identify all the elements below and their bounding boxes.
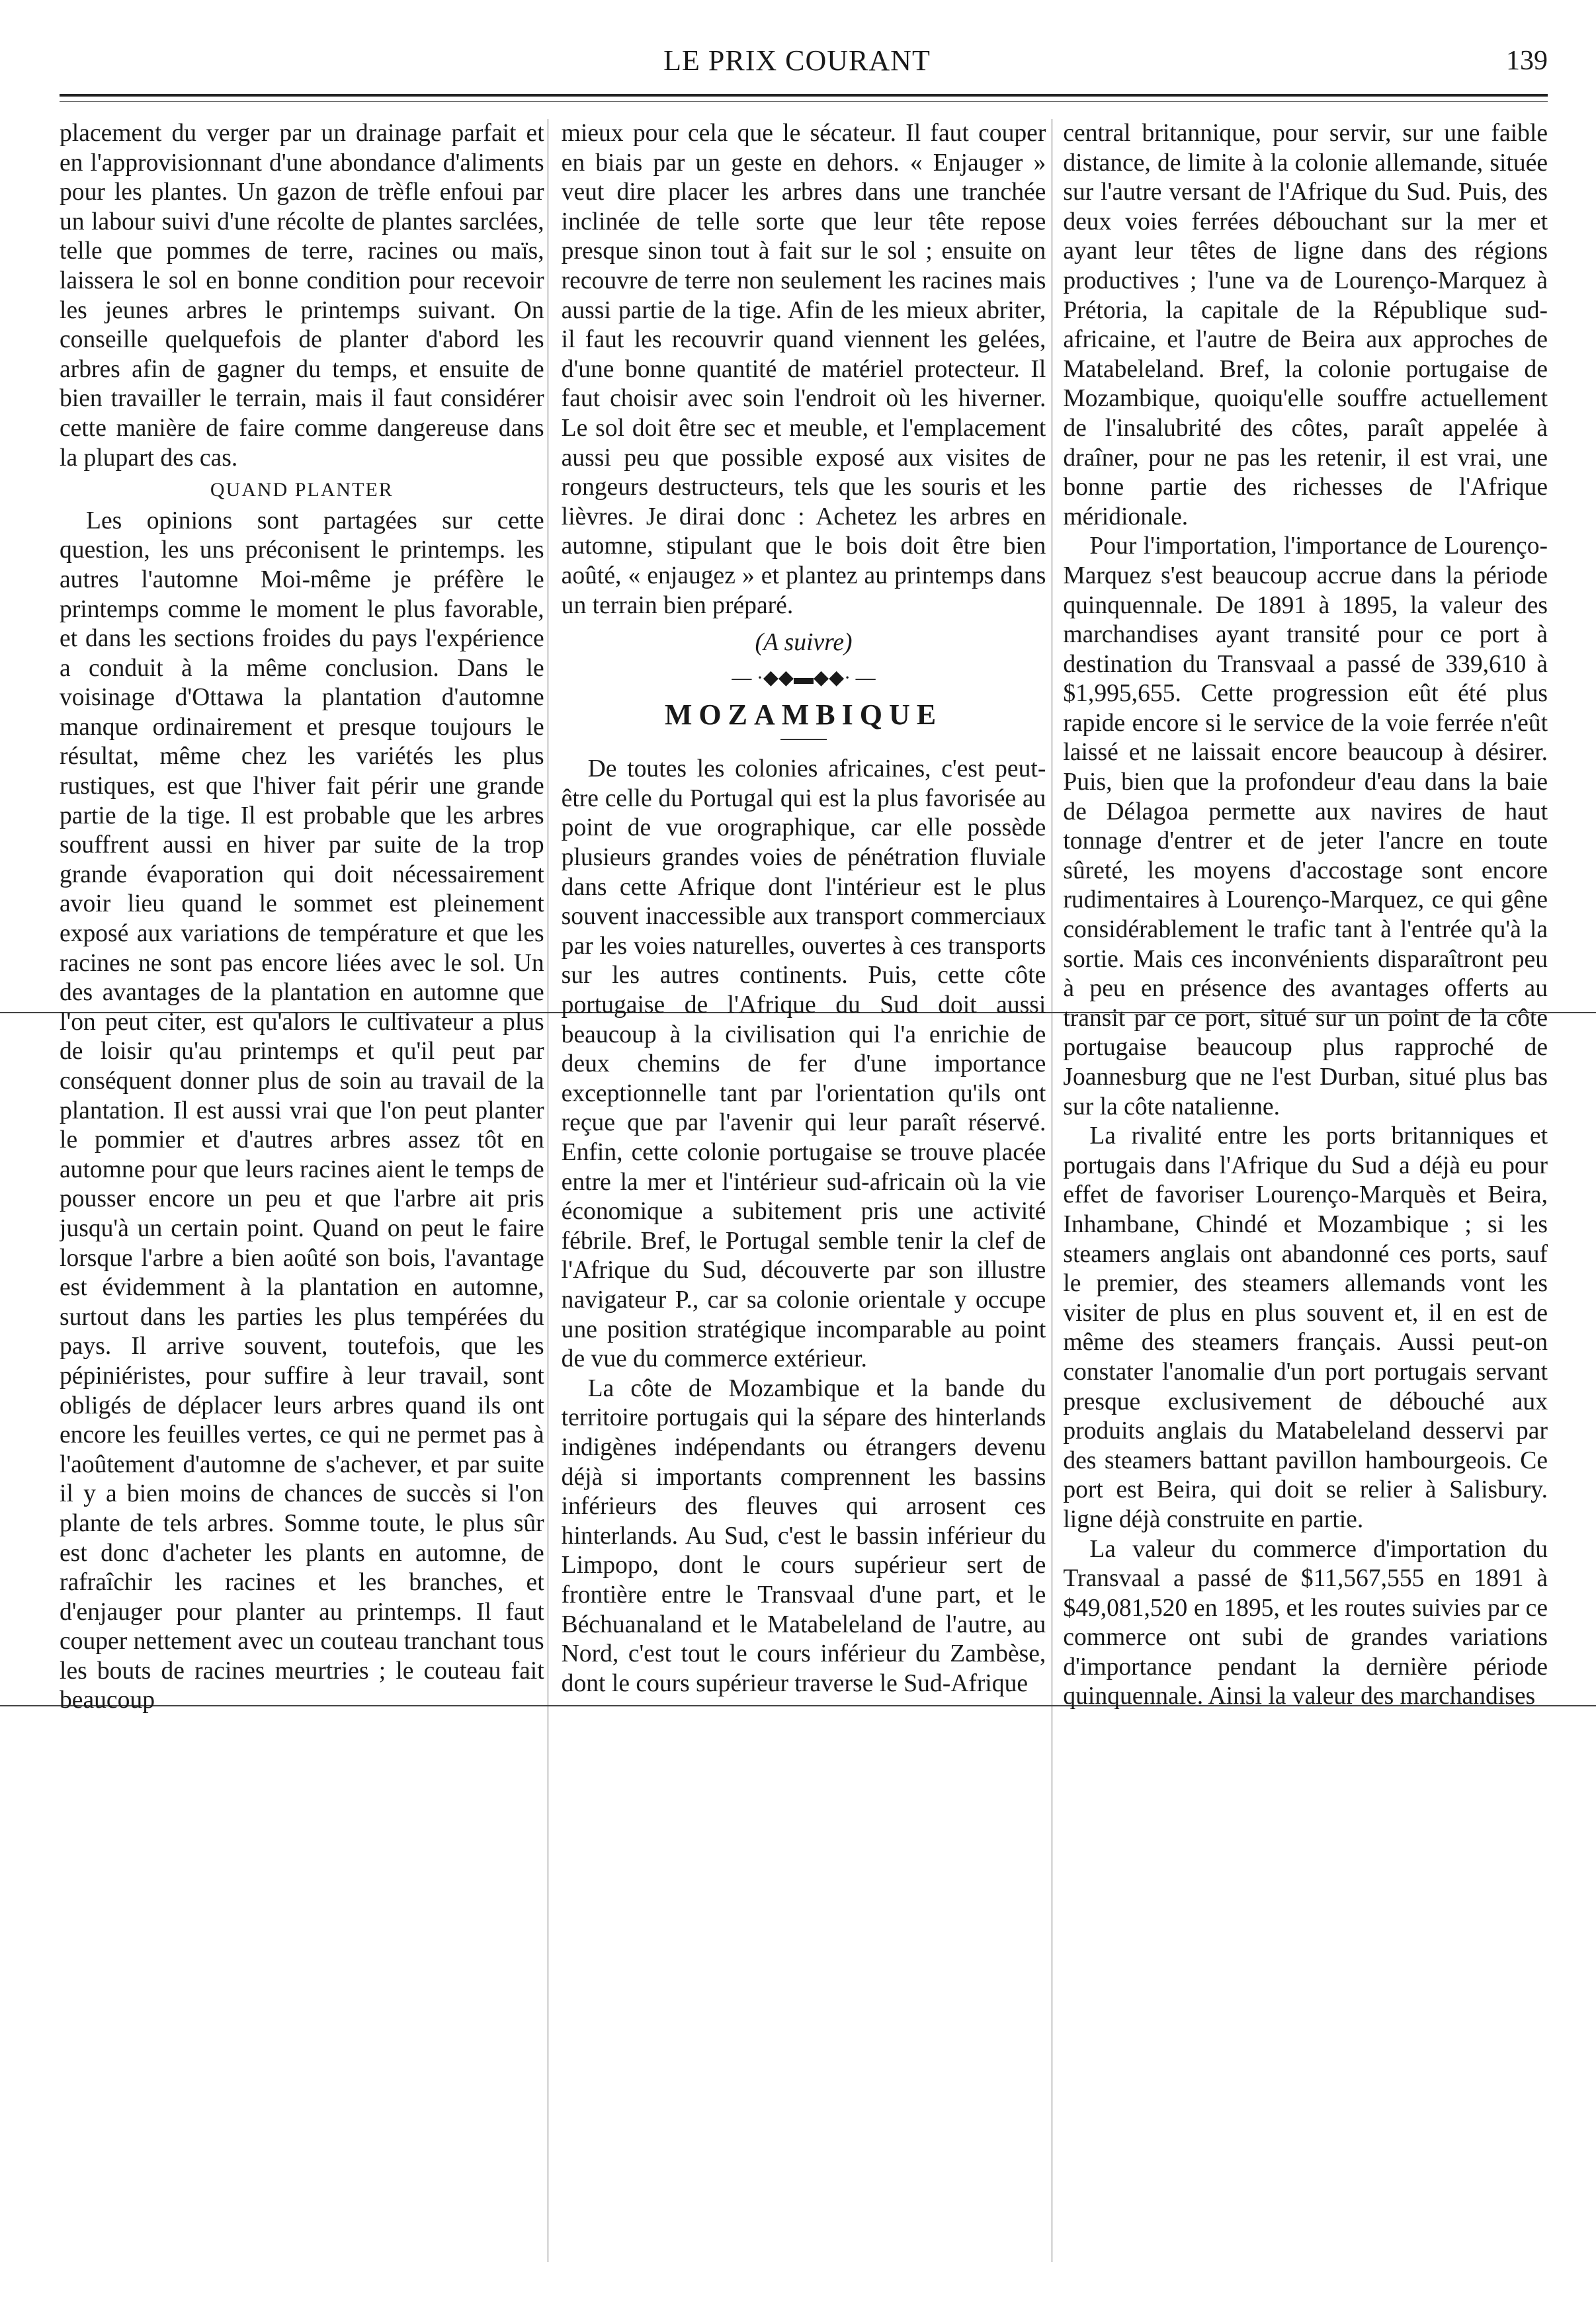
header-rule	[60, 94, 1548, 97]
to-be-continued-note: (A suivre)	[755, 629, 853, 657]
col3-paragraph-2: Pour l'importation, l'importance de Lourenço-Marquez s'est beaucoup accrue dans la période quinquennale. De 1891 à 1895, la valeur des marchandises ayant transité pour ce port à destination du Transvaal a passé de 339,610 à $1,995,655. Cette progression eût été plus rapide encore si le service de la voie ferrée n'eût laissé et ne laissait encore beaucoup à désirer. Puis, bien que la profondeur d'eau dans la baie de Délagoa permette aux navires de haut tonnage d'entrer et de jeter l'ancre en toute sûreté, les moyens d'accostage sont encore rudimentaires à Lourenço-Marquez, ce qui gêne considérablement le trafic tant à l'entrée qu'à la sortie. Mais ces inconvénients disparaîtront peu à peu en présence des avantages offerts au transit par ce port, situé sur un point de la côte portugaise beaucoup plus rapproché de Joannesburg que ne l'est Durban, situé plus bas sur la côte natalienne.	[1063, 532, 1548, 1120]
column-3	[1063, 119, 1548, 2275]
col2-paragraph-2: De toutes les colonies africaines, c'est peut-être celle du Portugal qui est la plus favorisée au point de vue orographique, car elle possède plusieurs grandes voies de pénétration fluviale dans cette Afrique dont l'intérieur est le plus souvent inaccessible aux transport commerciaux par les voies naturelles, ouvertes à ces transports sur les autres continents. Puis, cette côte portugaise de l'Afrique du Sud doit aussi beaucoup à la civilisation qui l'a enrichie de deux chemins de fer d'une importance exceptionnelle tant par l'orientation qu'ils ont reçue que par l'avenir qui leur paraît réservé. Enfin, cette colonie portugaise se trouve placée entre la mer et l'intérieur sud-africain où la vie économique a subitement pris une activité fébrile. Bref, le Portugal semble tenir la clef de l'Afrique du Sud, découverte par son illustre navigateur P., car sa colonie orientale y occupe une position stratégique incomparable au point de vue du commerce extérieur.	[561, 755, 1046, 1373]
col2-paragraph-3: La côte de Mozambique et la bande du territoire portugais qui la sépare des hinterlands indigènes indépendants ou étrangers devenu déjà si importants comprennent les bassins inférieurs des fleuves qui arrosent ces hinterlands. Au Sud, c'est le bassin inférieur du Limpopo, dont le cours supérieur sert de frontière entre le Transvaal d'une part, et le Béchuanaland et le Matabeleland de l'autre, au Nord, c'est tout le cours inférieur du Zambèse, dont le cours supérieur traverse le Sud-Afrique	[561, 1374, 1046, 1697]
col3-paragraph-3: La rivalité entre les ports britanniques et portugais dans l'Afrique du Sud a déjà eu pour effet de favoriser Lourenço-Marquès et Beira, Inhambane, Chindé et Mozambique ; si les steamers anglais ont abandonné ces ports, sauf le premier, des steamers allemands vont les visiter de plus en plus souvent et, il en est de même des steamers français. Aussi peut-on constater l'anomalie d'un port portugais servant presque exclusivement de débouché aux produits anglais du Matabeleland desservi par des steamers battant pavillon hambourgeois. Ce port est Beira, qui doit se relier à Salisbury. ligne déjà construite en partie.	[1063, 1122, 1548, 1533]
column-2	[562, 119, 1046, 2275]
article-columns	[60, 119, 1548, 2275]
col3-paragraph-4: La valeur du commerce d'importation du Transvaal a passé de $11,567,555 en 1891 à $49,081,520 en 1895, et les routes suivies par ce commerce ont subi de grandes variations d'importance pendant la dernière période quinquennale. Ainsi la valeur des marchandises	[1063, 1535, 1548, 1710]
subheading-quand-planter: QUAND PLANTER	[210, 479, 394, 501]
col2-paragraph-1: mieux pour cela que le sécateur. Il faut couper en biais par un geste en dehors. « Enjauger » veut dire placer les arbres dans une tranchée inclinée de telle sorte que leur tête repose presque sinon tout à fait sur le sol ; ensuite on recouvre de terre non seulement les racines mais aussi partie de la tige. Afin de les mieux abriter, il faut les recouvrir quand viennent les gelées, d'une bonne quantité de matériel protecteur. Il faut choisir avec soin l'endroit où les hiverner. Le sol doit être sec et meuble, et l'emplacement aussi peu que possible exposé aux visites de rongeurs destructeurs, tels que les souris et les lièvres. Je dirai donc : Achetez les arbres en automne, stipulant que le bois doit être bien aoûté, « enjaugez » et plantez au printemps dans un terrain bien préparé.	[561, 120, 1046, 619]
ornament-divider: — ·◆◆▬◆◆· —	[732, 666, 876, 689]
title-rule	[780, 739, 827, 740]
running-title: LE PRIX COURANT	[663, 44, 931, 77]
col3-paragraph-1: central britannique, pour servir, sur une faible distance, de limite à la colonie allemande, située sur l'autre versant de l'Afrique du Sud. Puis, des deux voies ferrées débouchant sur la mer et ayant leur têtes de ligne dans des régions productives ; l'une va de Lourenço-Marquez à Prétoria, la capitale de la République sud-africaine, et l'autre de Beira aux approches de Matabeleland. Bref, la colonie portugaise de Mozambique, quoiqu'elle souffre actuellement de l'insalubrité des côtes, paraît appelée à draîner, pour ne pas les retenir, il est vrai, une bonne partie des richesses de l'Afrique méridionale.	[1063, 120, 1548, 530]
page-number: 139	[1506, 46, 1548, 76]
column-1	[60, 119, 544, 2275]
section-title-mozambique: MOZAMBIQUE	[664, 698, 943, 731]
header-rule-thin	[60, 101, 1548, 102]
col1-paragraph-1: placement du verger par un drainage parfait et en l'approvisionnant d'une abondance d'aliments pour les plantes. Un gazon de trèfle enfoui par un labour suivi d'une récolte de plantes sarclées, telle que pommes de terre, racines ou maïs, laissera le sol en bonne condition pour recevoir les jeunes arbres le printemps suivant. On conseille quelquefois de planter d'abord les arbres afin de gagner du temps, et ensuite de bien travailler le terrain, mais il faut considérer cette manière de faire comme dangereuse dans la plupart des cas.	[60, 120, 544, 472]
page-header	[46, 40, 1548, 86]
col1-paragraph-2: Les opinions sont partagées sur cette question, les uns préconisent le printemps. les autres l'automne Moi-même je préfère le printemps comme le moment le plus favorable, et dans les sections froides du pays l'expérience a conduit à la même conclusion. Dans le voisinage d'Ottawa la plantation d'automne manque ordinairement et presque toujours le résultat, même chez les variétés les plus rustiques, est que l'hiver fait périr une grande partie de la tige. Il est probable que les arbres souffrent aussi en hiver par suite de la trop grande évaporation qui doit nécessairement avoir lieu quand le sommet est pleinement exposé aux variations de température et que les racines ne sont pas encore liées avec le sol. Un des avantages de la plantation en automne que l'on peut citer, est qu'alors le cultivateur a plus de loisir qu'au printemps et qu'il peut par conséquent donner plus de soin au travail de la plantation. Il est aussi vrai que l'on peut planter le pommier et d'autres arbres assez tôt en automne pour que leurs racines aient le temps de pousser encore un peu et que l'arbre ait pris jusqu'à un certain point. Quand on peut le faire lorsque l'arbre a bien aoûté son bois, l'avantage est évidemment à la plantation en automne, surtout dans les parties les plus tempérées du pays. Il arrive souvent, toutefois, que les pépiniéristes, pour suffire à leur travail, sont obligés de déplacer leurs arbres quand ils ont encore les feuilles vertes, ce qui ne permet pas à l'aoûtement d'automne de s'achever, et par suite il y a bien moins de chances de succès si l'on plante de tels arbres. Somme toute, le plus sûr est donc d'acheter les plants en automne, de rafraîchir les racines et les branches, et d'enjauger pour planter au printemps. Il faut couper nettement avec un couteau tranchant tous les bouts de racines meurtries ; le couteau fait beaucoup	[60, 507, 544, 1714]
